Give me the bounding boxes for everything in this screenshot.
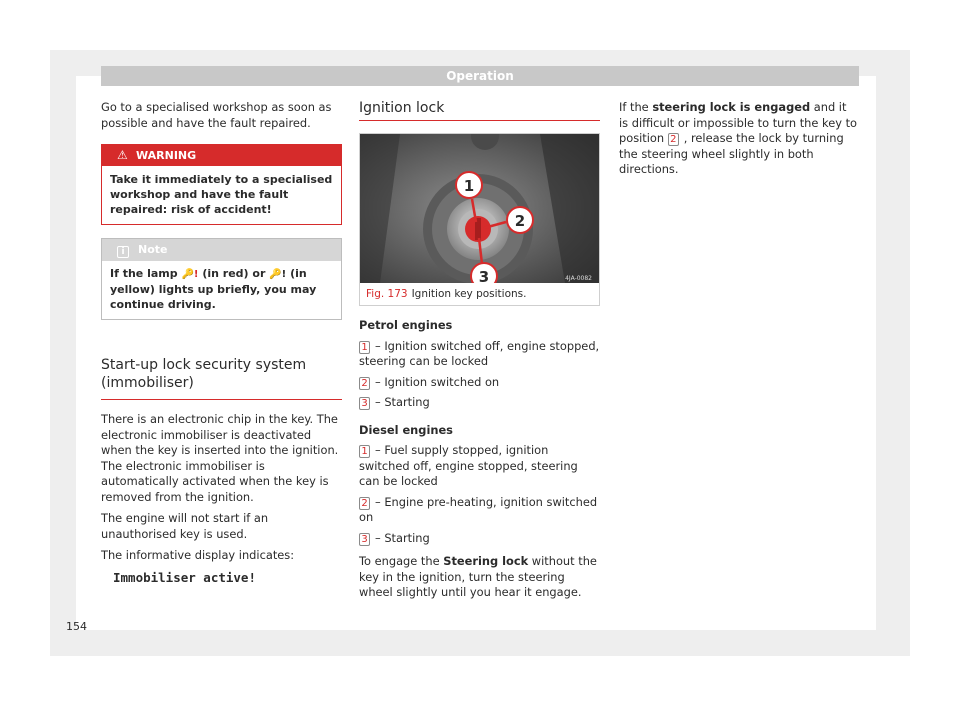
- note-text-b: (in red) or: [202, 267, 266, 280]
- engage-text-c: without the key in the ignition, turn the steering wheel slightly until you hear it engage.: [359, 554, 597, 599]
- page-number: 154: [66, 620, 87, 633]
- petrol-title: Petrol engines: [359, 318, 453, 332]
- intro-text: Go to a specialised workshop as soon as possible and have the fault repaired.: [101, 100, 332, 130]
- warning-triangle-icon: ⚠: [117, 148, 128, 162]
- column-middle: [359, 99, 600, 607]
- list-item-text: – Engine pre-heating, ignition switched on: [359, 494, 598, 524]
- paragraph-chip: There is an electronic chip in the key. The electronic immobiliser is deactivated when the key is inserted into the ignition. The electronic immobiliser is automatically activated when the key is removed from the ignition.: [101, 412, 339, 504]
- position-badge: 2: [668, 133, 679, 146]
- immobiliser-lamp-yellow-icon: 🔑!: [269, 269, 287, 280]
- note-header: [102, 239, 341, 261]
- section-header: Operation: [101, 66, 859, 86]
- position-badge: 2: [359, 497, 370, 510]
- list-item-text: – Fuel supply stopped, ignition switched off, engine stopped, steering can be locked: [359, 443, 578, 488]
- figure-caption-text: Ignition key positions.: [411, 288, 527, 300]
- info-icon: i: [117, 246, 129, 258]
- fig-code: 4JA-0082: [565, 275, 592, 282]
- note-text: [102, 261, 341, 319]
- list-item: [359, 395, 600, 411]
- warning-header: [102, 145, 341, 166]
- list-item-text: – Ignition switched on: [375, 374, 500, 389]
- warning-box: [101, 144, 342, 225]
- list-item: [359, 339, 600, 370]
- column-right: [619, 100, 859, 184]
- position-badge: 2: [359, 377, 370, 390]
- fig-label-1: 1: [463, 177, 475, 195]
- note-text-a: If the lamp: [110, 267, 178, 280]
- position-badge: 1: [359, 445, 370, 458]
- list-item-text: – Starting: [375, 395, 430, 409]
- list-item: [359, 375, 600, 391]
- position-badge: 3: [359, 533, 370, 546]
- diesel-title: Diesel engines: [359, 422, 453, 437]
- figure-ignition-lock: [359, 133, 600, 306]
- list-item-text: – Ignition switched off, engine stopped, steering can be locked: [359, 338, 600, 368]
- list-item: [359, 443, 600, 490]
- figure-number: Fig. 173: [366, 288, 408, 300]
- steering-text-a: If the: [619, 100, 649, 114]
- engage-paragraph: [359, 554, 600, 601]
- figure-caption: [360, 283, 599, 305]
- position-badge: 1: [359, 341, 370, 354]
- list-item: [359, 531, 600, 547]
- ignition-illustration: [360, 134, 599, 283]
- engage-text-a: To engage the: [359, 554, 440, 568]
- note-title: Note: [138, 243, 168, 256]
- note-box: [101, 238, 342, 320]
- immobiliser-lamp-red-icon: 🔑!: [181, 269, 199, 280]
- engage-text-bold: Steering lock: [443, 554, 529, 568]
- paragraph-display: The informative display indicates:: [101, 548, 295, 562]
- steering-text-d: , release the lock by turning the steering wheel slightly in both directions.: [619, 131, 844, 176]
- steering-lock-paragraph: [619, 100, 859, 178]
- section-title-ignition: Ignition lock: [359, 99, 600, 121]
- fig-label-2: 2: [514, 212, 526, 230]
- note-text-c: (in yellow) lights up briefly, you may continue driving.: [110, 267, 317, 311]
- steering-text-c: and it is difficult or impossible to turn the key to position: [619, 100, 858, 145]
- warning-text: Take it immediately to a specialised workshop and have the fault repaired: risk of accident!: [110, 173, 333, 216]
- position-badge: 3: [359, 397, 370, 410]
- column-left: [101, 100, 342, 585]
- steering-text-bold: steering lock is engaged: [652, 100, 811, 114]
- fig-label-3: 3: [478, 268, 490, 283]
- list-item-text: – Starting: [375, 530, 430, 545]
- display-message: Immobiliser active!: [113, 569, 256, 585]
- warning-title: WARNING: [136, 149, 197, 162]
- list-item: [359, 495, 600, 526]
- section-title-immobiliser: Start-up lock security system (immobiliser): [101, 356, 342, 400]
- paragraph-unauthorised: The engine will not start if an unauthorised key is used.: [101, 511, 269, 541]
